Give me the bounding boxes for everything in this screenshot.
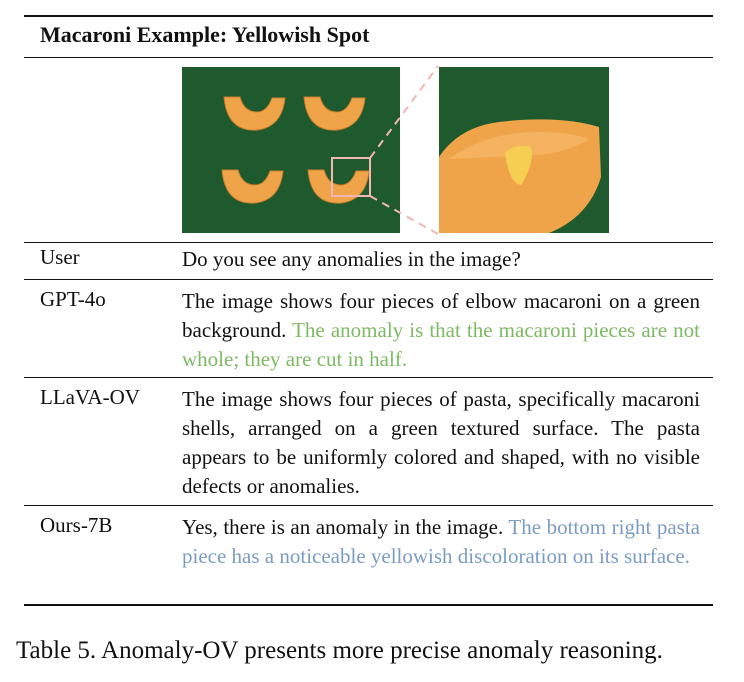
row-text-user: Do you see any anomalies in the image?	[182, 247, 521, 271]
header-separator	[24, 242, 713, 243]
gpt4o-highlighted-text: The anomaly is that the macaroni pieces are not whole; they are cut in half.	[182, 318, 700, 371]
row-text-llava: The image shows four pieces of pasta, specifically macaroni shells, arranged on a green textured surface. The pasta appears to be uniformly colored and shaped, with no visible defects or anomalies.	[182, 387, 700, 498]
table-caption: Table 5. Anomaly-OV presents more precise anomaly reasoning.	[16, 637, 663, 664]
macaroni-overview-image	[182, 67, 400, 233]
macaroni-zoom-image	[439, 67, 609, 233]
row-text-ours	[182, 513, 700, 571]
gpt4o-plain-text: The image shows four pieces of elbow macaroni on a green background.	[182, 289, 700, 342]
row-label-ours: Ours-7B	[40, 513, 113, 537]
table-title: Macaroni Example: Yellowish Spot	[40, 22, 370, 47]
ours-highlighted-text: The bottom right pasta piece has a noticeable yellowish discoloration on its surface.	[182, 515, 700, 568]
table-bottom-rule	[24, 604, 713, 606]
ours-plain-text: Yes, there is an anomaly in the image.	[182, 515, 509, 539]
zoom-connector-lines	[370, 60, 442, 238]
row-separator	[24, 505, 713, 506]
row-label-llava: LLaVA-OV	[40, 385, 140, 409]
row-separator	[24, 377, 713, 378]
row-label-user: User	[40, 245, 80, 269]
row-label-gpt4o: GPT-4o	[40, 287, 106, 311]
title-separator	[24, 57, 713, 58]
row-text-gpt4o	[182, 287, 700, 374]
row-separator	[24, 279, 713, 280]
table-top-rule	[24, 15, 713, 17]
